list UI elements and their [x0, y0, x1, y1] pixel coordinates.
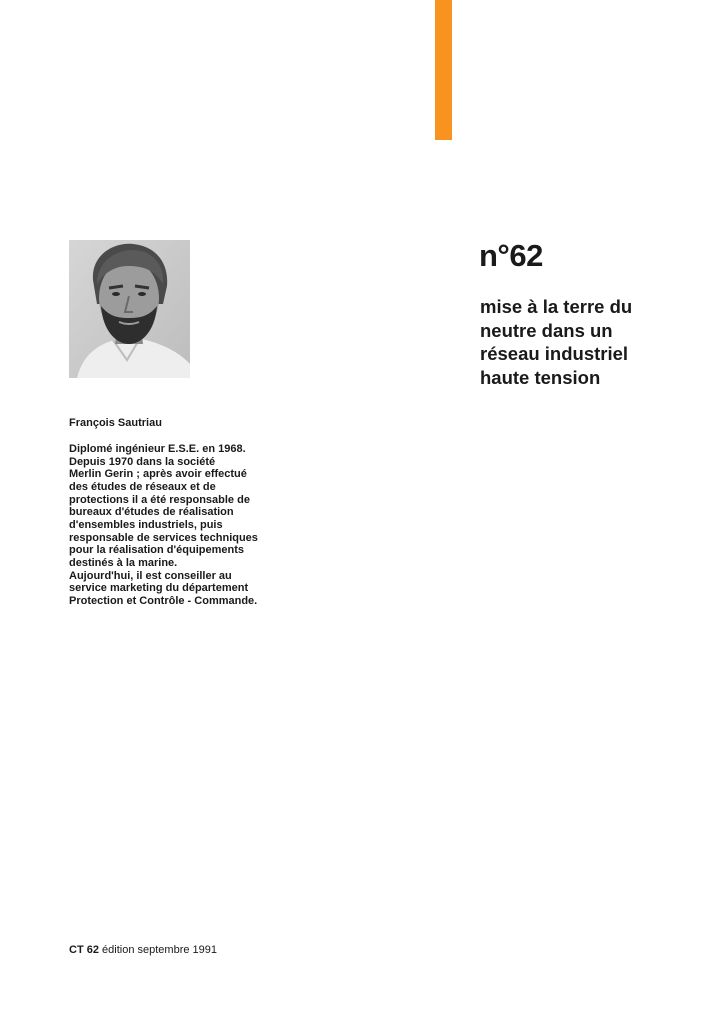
bio-line: Depuis 1970 dans la société: [69, 455, 216, 468]
bio-line: d'ensembles industriels, puis: [69, 518, 223, 531]
bio-line: Aujourd'hui, il est conseiller au: [69, 569, 232, 582]
title-line: mise à la terre du: [480, 296, 633, 317]
document-title: [480, 295, 680, 389]
author-bio: [69, 443, 299, 608]
bio-line: Diplomé ingénieur E.S.E. en 1968.: [69, 443, 246, 455]
title-line: neutre dans un: [480, 319, 613, 341]
title-line: haute tension: [480, 366, 601, 388]
author-photo: [69, 240, 190, 378]
title-line: réseau industriel: [480, 343, 629, 364]
accent-bar: [435, 0, 452, 140]
author-portrait-icon: [69, 240, 190, 378]
footer-edition: [69, 944, 217, 957]
footer-code: CT 62: [69, 944, 99, 956]
author-name: François Sautriau: [69, 417, 162, 429]
footer-edition-text: édition septembre 1991: [102, 944, 217, 956]
bio-line: responsable de services techniques: [69, 531, 258, 544]
bio-line: service marketing du département: [69, 582, 249, 595]
document-number: n°62: [479, 238, 543, 273]
bio-line: bureaux d'études de réalisation: [69, 506, 234, 519]
bio-line: destinés à la marine.: [69, 556, 178, 569]
bio-line: pour la réalisation d'équipements: [69, 544, 244, 557]
bio-line: Protection et Contrôle - Commande.: [69, 594, 258, 607]
bio-line: protections il a été responsable de: [69, 493, 250, 506]
bio-line: des études de réseaux et de: [69, 480, 216, 493]
bio-line: Merlin Gerin ; après avoir effectué: [69, 468, 247, 481]
